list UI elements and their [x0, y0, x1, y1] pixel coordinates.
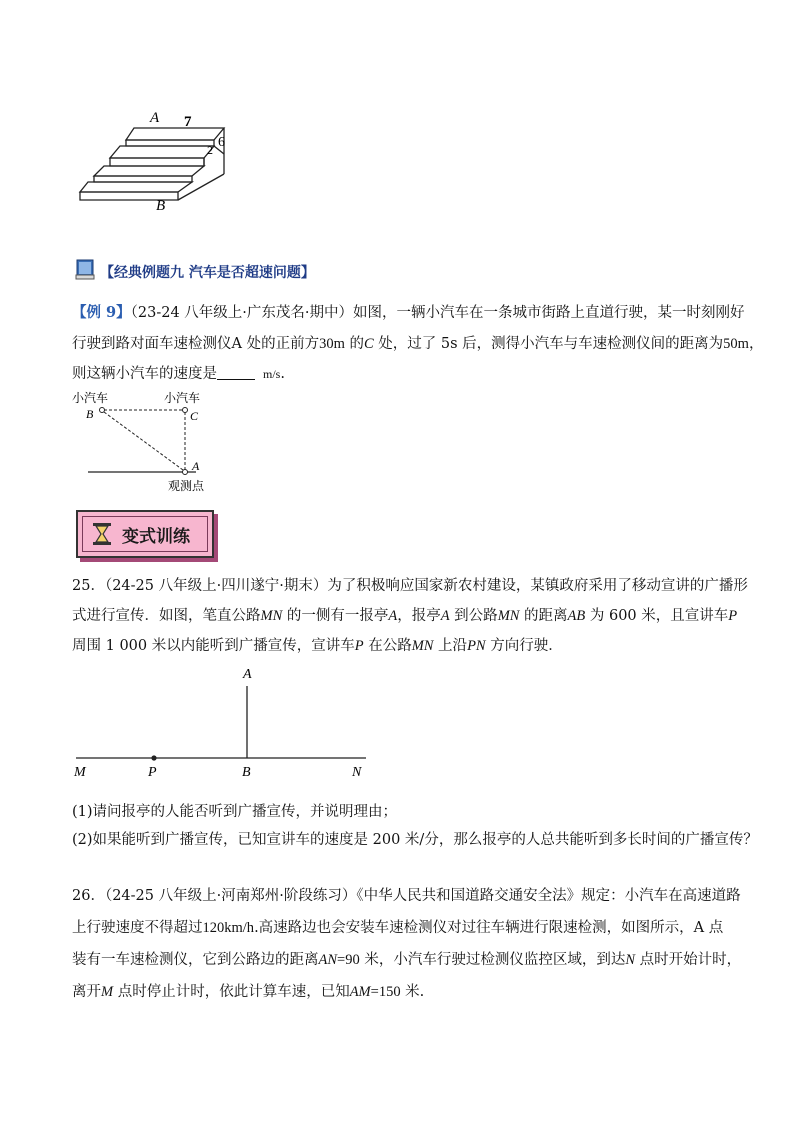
- fig-point-n: N: [352, 765, 362, 780]
- point-a: A: [192, 459, 200, 473]
- fig-point-p: P: [148, 765, 157, 780]
- stairs-label-2: 2: [207, 143, 213, 157]
- stairs-label-a: A: [150, 110, 160, 126]
- hourglass-icon: [92, 522, 112, 546]
- example9-line2: 行驶到路对面车速检测仪A 处的正前方30m 的C 处，过了 5s 后，测得小汽车与车速检测仪间的距离为50m，: [72, 336, 764, 352]
- example9-line3: 则这辆小汽车的速度是 m/s.: [72, 366, 285, 382]
- point-c: C: [190, 409, 199, 423]
- q25-sub2: (2)如果能听到广播宣传，已知宣讲车的速度是 200 米/分，那么报亭的人总共能听到多长时间的广播宣传？: [72, 832, 758, 848]
- point-b: B: [86, 407, 94, 421]
- stairs-figure: [74, 106, 254, 214]
- answer-blank: [217, 365, 255, 380]
- q25-line1: 25．（24-25 八年级上·四川遂宁·期末）为了积极响应国家新农村建设，某镇政府采用了移动宣讲的广播形: [72, 578, 748, 594]
- example9-line1: 【例 9】（23-24 八年级上·广东茂名·期中）如图，一辆小汽车在一条城市街路上直道行驶，某一时刻刚好: [72, 304, 745, 321]
- section-title: 【经典例题九 汽车是否超速问题】: [100, 265, 315, 281]
- q25-sub1: (1)请问报亭的人能否听到广播宣传，并说明理由；: [72, 804, 398, 820]
- q25-line3: 周围 1 000 米以内能听到广播宣传，宣讲车P 在公路MN 上沿PN 方向行驶．: [72, 638, 563, 654]
- q26-line4: 离开M 点时停止计时，依此计算车速，已知AM=150 米.: [72, 984, 425, 1000]
- stairs-label-b: B: [156, 198, 166, 214]
- book-icon: [74, 258, 96, 280]
- car-label-left: 小汽车: [72, 391, 109, 405]
- car-label-right: 小汽车: [164, 391, 201, 405]
- q26-line3: 装有一车速检测仪，它到公路边的距离AN=90 米，小汽车行驶过检测仪监控区域，到达N 点时开始计时，: [72, 952, 742, 968]
- q25-line2: 式进行宣传．如图，笔直公路MN 的一侧有一报亭A，报亭A 到公路MN 的距离AB 为 600 米，且宣讲车P: [72, 608, 738, 624]
- variant-banner: [76, 510, 214, 558]
- fig-point-m: M: [74, 765, 86, 780]
- fig-point-b: B: [242, 765, 251, 780]
- stairs-label-7: 7: [184, 114, 192, 130]
- q26-line2: 上行驶速度不得超过120km/h.高速路边也会安装车速检测仪对过往车辆进行限速检测，如图所示，A 点: [72, 920, 724, 936]
- variant-label: 变式训练: [122, 527, 190, 547]
- detector-label: 观测点: [168, 479, 205, 493]
- road-figure: [66, 664, 376, 782]
- stairs-label-6: 6: [218, 135, 225, 150]
- example-tag: 【例 9】: [72, 304, 131, 321]
- car-detector-figure: [72, 390, 232, 494]
- q26-line1: 26．（24-25 八年级上·河南郑州·阶段练习）《中华人民共和国道路交通安全法》规定：小汽车在高速道路: [72, 888, 741, 904]
- fig-point-a: A: [243, 667, 252, 682]
